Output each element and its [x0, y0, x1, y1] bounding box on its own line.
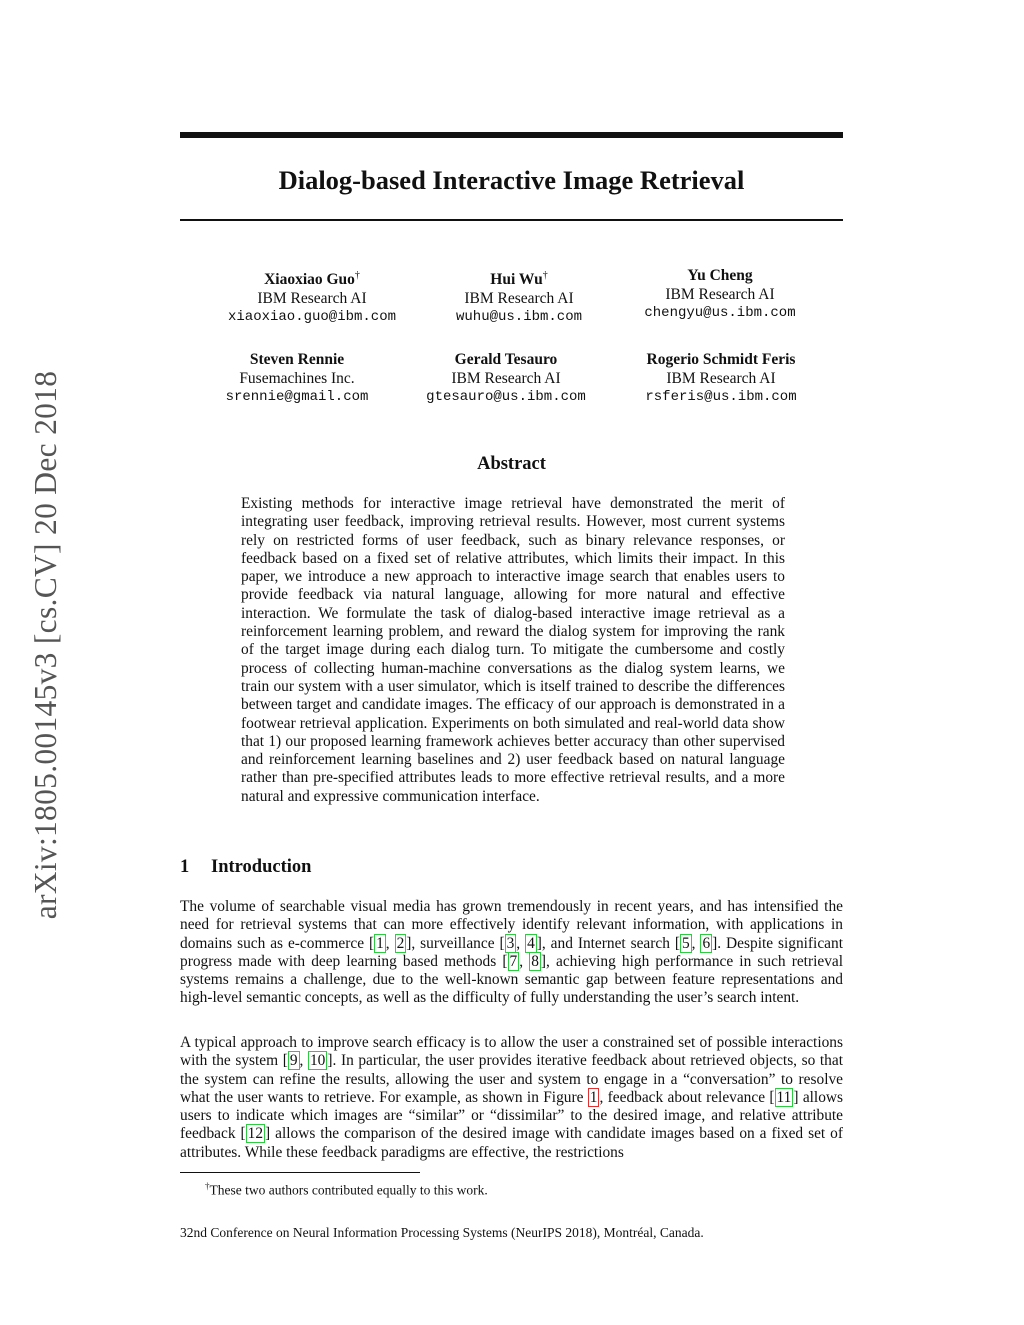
- author-email[interactable]: chengyu@us.ibm.com: [644, 305, 796, 321]
- author-email[interactable]: srennie@gmail.com: [225, 389, 369, 405]
- author-block: [601, 351, 841, 407]
- author-affiliation: IBM Research AI: [665, 285, 775, 303]
- author-name: Hui Wu†: [490, 270, 548, 289]
- author-email[interactable]: wuhu@us.ibm.com: [455, 309, 583, 326]
- author-name: Yu Cheng: [687, 267, 753, 284]
- abstract-text: Existing methods for interactive image retrieval have demonstrated the merit of integrating user feedback, improving retrieval results. However, most current systems rely on restricted forms of user feedback, such as binary relevance responses, or feedback based on a fixed set of relative attributes, which limits their impact. In this paper, we introduce a new approach to interactive image search that enables users to provide feedback via natural language, allowing for more natural and effective interaction. We formulate the task of dialog-based interactive image retrieval as a reinforcement learning problem, and reward the dialog system for improving the rank of the target image during each dialog turn. To mitigate the cumbersome and costly process of collecting human-machine conversations as the dialog system learns, we train our system with a user simulator, which is itself trained to describe the differences between target and candidate images. The efficacy of our approach is demonstrated in a footwear retrieval application. Experiments on both simulated and real-world data show that 1) our proposed learning framework achieves better accuracy than other supervised and reinforcement learning baselines and 2) user feedback based on natural language rather than pre-specified attributes leads to more effective retrieval results, and a more natural and expressive communication interface.: [241, 495, 785, 805]
- author-block: [386, 351, 626, 407]
- author-affiliation: IBM Research AI: [257, 289, 367, 307]
- author-name: Steven Rennie: [249, 351, 345, 368]
- author-block: [600, 267, 840, 323]
- conference-footer: 32nd Conference on Neural Information Processing Systems (NeurIPS 2018), Montréal, Canada.: [180, 1225, 704, 1240]
- author-block: [177, 351, 417, 407]
- author-email[interactable]: gtesauro@us.ibm.com: [426, 389, 586, 405]
- footnote-rule: [180, 1172, 420, 1173]
- author-name: Xiaoxiao Guo†: [264, 270, 360, 289]
- arxiv-stamp: arXiv:1805.00145v3 [cs.CV] 20 Dec 2018: [28, 370, 63, 920]
- intro-paragraph-1: The volume of searchable visual media has grown tremendously in recent years, and has intensified the need for retrieval systems that can more effectively identify relevant information, with applications in domains such as e-commerce [ 1 , 2 ], surveillance [ 3 , 4 ], and Internet search [ 5 , 6 ]. Despite significant progress made with deep learning based methods [ 7 , 8 ], achieving high performance in such retrieval systems remains a challenge, due to the well-known semantic gap between feature representations and high-level semantic concepts, as well as the difficulty of fully understanding the user’s search intent.: [180, 898, 843, 1007]
- citation-link[interactable]: 11: [776, 1088, 792, 1106]
- citation-link[interactable]: 1: [376, 934, 384, 952]
- citation-link[interactable]: 10: [309, 1052, 326, 1070]
- citation-link[interactable]: 5: [681, 934, 690, 952]
- author-affiliation: IBM Research AI: [451, 369, 561, 387]
- author-name: Rogerio Schmidt Feris: [646, 351, 796, 368]
- citation-link[interactable]: 9: [289, 1052, 298, 1070]
- author-affiliation: IBM Research AI: [464, 289, 574, 307]
- citation-link[interactable]: 3: [506, 934, 515, 952]
- author-block: [192, 267, 432, 327]
- title-top-rule: [180, 132, 843, 138]
- author-affiliation: IBM Research AI: [666, 369, 776, 387]
- section-heading: 1 Introduction: [180, 857, 312, 877]
- citation-link[interactable]: 12: [247, 1125, 264, 1143]
- author-affiliation: Fusemachines Inc.: [239, 369, 355, 387]
- figure-link[interactable]: 1: [589, 1088, 598, 1106]
- citation-link[interactable]: 2: [396, 934, 405, 952]
- paper-title: Dialog-based Interactive Image Retrieval: [278, 165, 745, 195]
- author-email[interactable]: xiaoxiao.guo@ibm.com: [227, 309, 397, 326]
- citation-link[interactable]: 7: [509, 952, 518, 970]
- citation-link[interactable]: 4: [527, 934, 535, 952]
- intro-paragraph-2: A typical approach to improve search efficacy is to allow the user a constrained set of possible interactions with the system [ 9 , 10 ]. In particular, the user provides iterative feedback about retrieved objects, so that the system can refine the results, allowing the user and system to engage in a “conversation” to resolve what the user wants to retrieve. For example, as shown in Figure 1 , feedback about relevance [ 11 ] allows users to indicate which images are “similar” or “dissimilar” to the desired image, and relative attribute feedback [ 12 ] allows the comparison of the desired image with candidate images based on a fixed set of attributes. While these feedback paradigms are effective, the restrictions: [180, 1034, 843, 1161]
- citation-link[interactable]: 6: [702, 934, 711, 952]
- footnote: †These two authors contributed equally to this work.: [205, 1181, 488, 1198]
- author-name: Gerald Tesauro: [454, 351, 558, 368]
- abstract-heading: Abstract: [477, 454, 546, 474]
- author-email[interactable]: rsferis@us.ibm.com: [645, 389, 797, 405]
- title-bottom-rule: [180, 219, 843, 221]
- citation-link[interactable]: 8: [531, 952, 539, 970]
